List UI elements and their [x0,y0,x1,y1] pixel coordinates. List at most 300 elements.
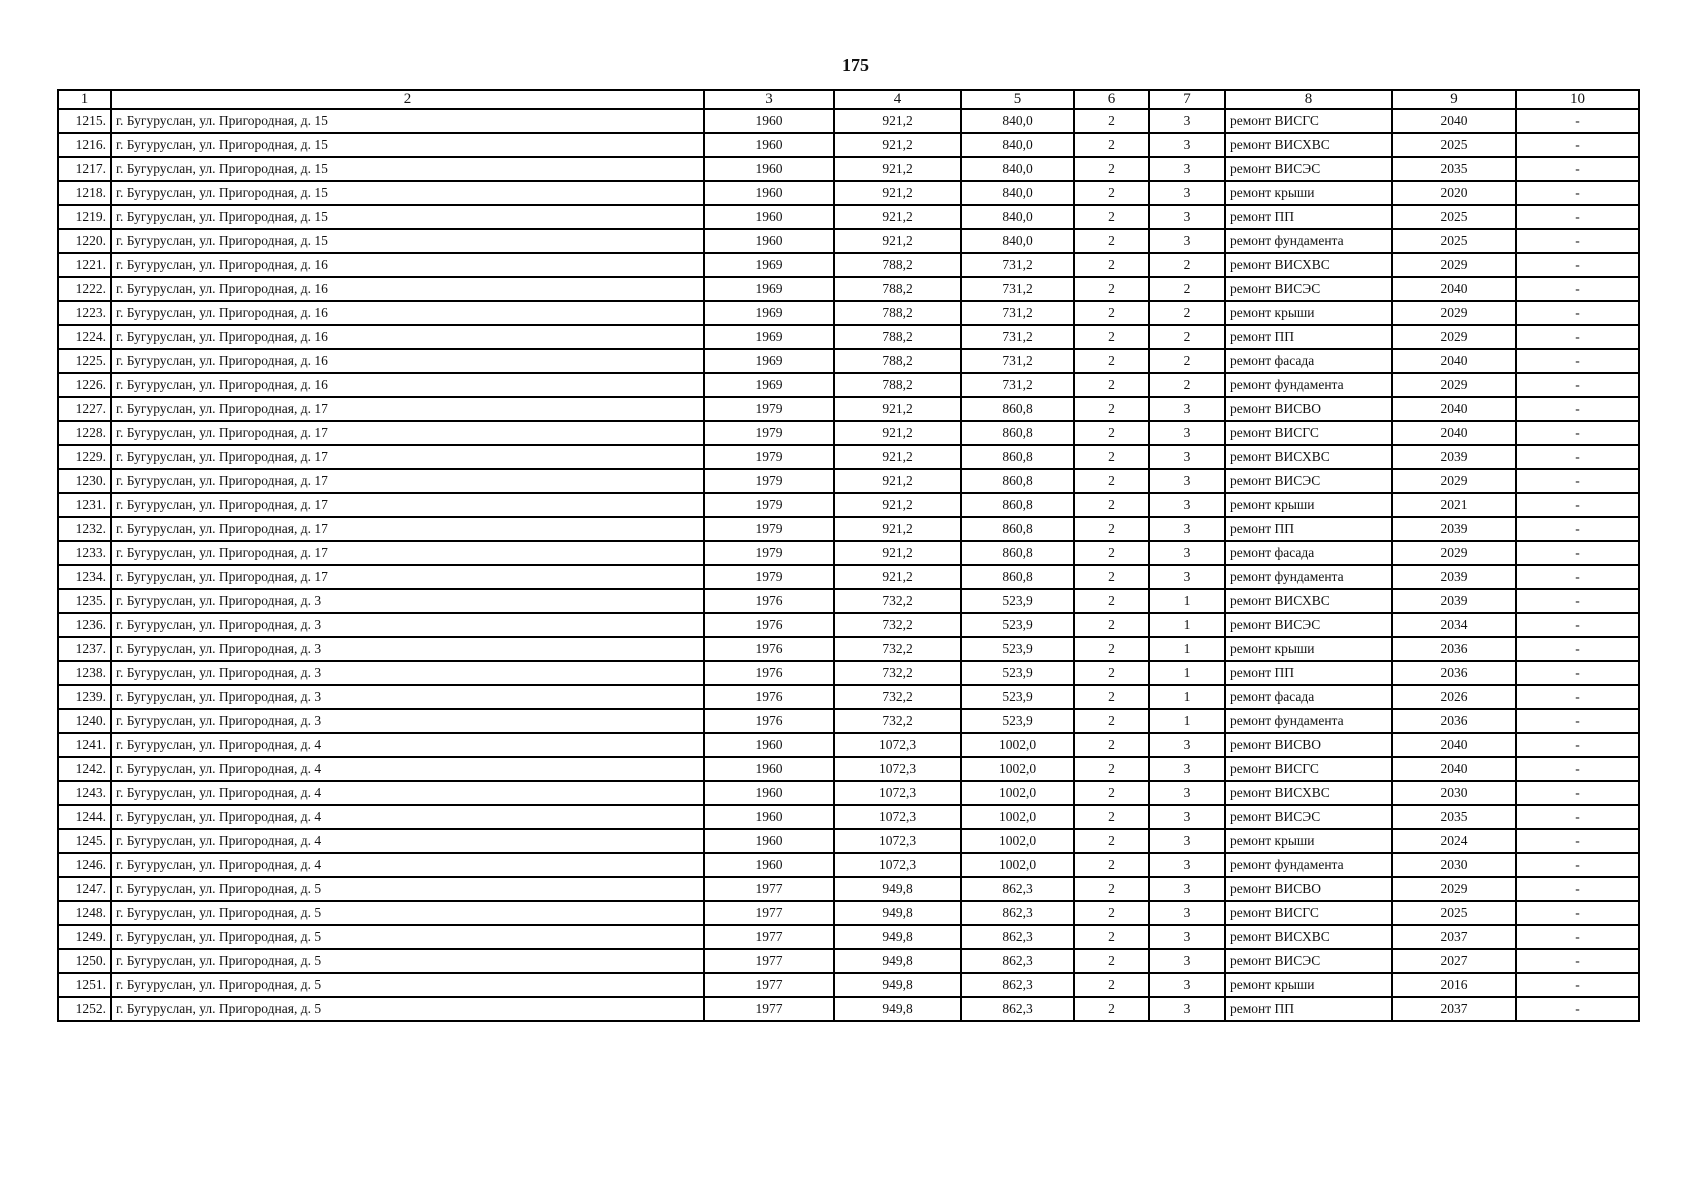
note-cell: - [1516,589,1639,613]
work-type-cell: ремонт ПП [1225,205,1392,229]
total-area-cell: 921,2 [834,565,961,589]
planned-year-cell: 2040 [1392,349,1516,373]
work-type-cell: ремонт ПП [1225,517,1392,541]
row-number-cell: 1222. [58,277,111,301]
total-area-cell: 788,2 [834,277,961,301]
row-number-cell: 1240. [58,709,111,733]
address-cell: г. Бугуруслан, ул. Пригородная, д. 15 [111,229,704,253]
residential-area-cell: 840,0 [961,205,1074,229]
column-header-3: 3 [704,90,834,109]
column-header-9: 9 [1392,90,1516,109]
column-header-2: 2 [111,90,704,109]
entrances-cell: 2 [1149,349,1225,373]
row-number-cell: 1231. [58,493,111,517]
total-area-cell: 1072,3 [834,853,961,877]
floors-cell: 2 [1074,661,1149,685]
work-type-cell: ремонт фундамента [1225,709,1392,733]
residential-area-cell: 1002,0 [961,829,1074,853]
table-row [58,277,1639,301]
work-type-cell: ремонт ВИСХВС [1225,253,1392,277]
work-type-cell: ремонт ВИСГС [1225,901,1392,925]
residential-area-cell: 731,2 [961,253,1074,277]
table-row [58,757,1639,781]
entrances-cell: 3 [1149,421,1225,445]
floors-cell: 2 [1074,133,1149,157]
note-cell: - [1516,781,1639,805]
floors-cell: 2 [1074,805,1149,829]
floors-cell: 2 [1074,709,1149,733]
note-cell: - [1516,301,1639,325]
entrances-cell: 3 [1149,133,1225,157]
year-cell: 1976 [704,613,834,637]
planned-year-cell: 2039 [1392,517,1516,541]
note-cell: - [1516,397,1639,421]
year-cell: 1979 [704,541,834,565]
table-row [58,589,1639,613]
work-type-cell: ремонт ВИСХВС [1225,445,1392,469]
entrances-cell: 3 [1149,805,1225,829]
year-cell: 1977 [704,997,834,1021]
table-row [58,949,1639,973]
total-area-cell: 949,8 [834,973,961,997]
note-cell: - [1516,445,1639,469]
page-number: 175 [842,55,869,75]
total-area-cell: 788,2 [834,349,961,373]
row-number-cell: 1226. [58,373,111,397]
year-cell: 1960 [704,157,834,181]
planned-year-cell: 2036 [1392,709,1516,733]
year-cell: 1969 [704,373,834,397]
work-type-cell: ремонт ВИСХВС [1225,589,1392,613]
entrances-cell: 2 [1149,301,1225,325]
total-area-cell: 921,2 [834,229,961,253]
floors-cell: 2 [1074,949,1149,973]
residential-area-cell: 731,2 [961,277,1074,301]
planned-year-cell: 2040 [1392,421,1516,445]
residential-area-cell: 860,8 [961,469,1074,493]
note-cell: - [1516,997,1639,1021]
note-cell: - [1516,565,1639,589]
planned-year-cell: 2029 [1392,541,1516,565]
row-number-cell: 1249. [58,925,111,949]
row-number-cell: 1242. [58,757,111,781]
entrances-cell: 3 [1149,877,1225,901]
floors-cell: 2 [1074,997,1149,1021]
row-number-cell: 1219. [58,205,111,229]
year-cell: 1976 [704,661,834,685]
year-cell: 1960 [704,181,834,205]
year-cell: 1960 [704,205,834,229]
entrances-cell: 3 [1149,541,1225,565]
work-type-cell: ремонт крыши [1225,301,1392,325]
residential-area-cell: 523,9 [961,685,1074,709]
row-number-cell: 1237. [58,637,111,661]
address-cell: г. Бугуруслан, ул. Пригородная, д. 5 [111,997,704,1021]
floors-cell: 2 [1074,109,1149,133]
address-cell: г. Бугуруслан, ул. Пригородная, д. 3 [111,685,704,709]
floors-cell: 2 [1074,253,1149,277]
table-row [58,853,1639,877]
address-cell: г. Бугуруслан, ул. Пригородная, д. 17 [111,445,704,469]
row-number-cell: 1223. [58,301,111,325]
entrances-cell: 3 [1149,565,1225,589]
planned-year-cell: 2021 [1392,493,1516,517]
address-cell: г. Бугуруслан, ул. Пригородная, д. 17 [111,541,704,565]
row-number-cell: 1251. [58,973,111,997]
year-cell: 1979 [704,565,834,589]
planned-year-cell: 2029 [1392,469,1516,493]
floors-cell: 2 [1074,733,1149,757]
table-row [58,877,1639,901]
planned-year-cell: 2040 [1392,109,1516,133]
entrances-cell: 3 [1149,157,1225,181]
work-type-cell: ремонт ВИСГС [1225,421,1392,445]
total-area-cell: 921,2 [834,181,961,205]
year-cell: 1979 [704,493,834,517]
entrances-cell: 3 [1149,109,1225,133]
table-row [58,805,1639,829]
total-area-cell: 921,2 [834,517,961,541]
work-type-cell: ремонт ВИСЭС [1225,949,1392,973]
residential-area-cell: 731,2 [961,301,1074,325]
planned-year-cell: 2029 [1392,877,1516,901]
work-type-cell: ремонт ПП [1225,325,1392,349]
planned-year-cell: 2027 [1392,949,1516,973]
row-number-cell: 1239. [58,685,111,709]
planned-year-cell: 2040 [1392,757,1516,781]
total-area-cell: 1072,3 [834,781,961,805]
year-cell: 1976 [704,709,834,733]
address-cell: г. Бугуруслан, ул. Пригородная, д. 5 [111,901,704,925]
residential-area-cell: 523,9 [961,637,1074,661]
planned-year-cell: 2036 [1392,661,1516,685]
total-area-cell: 788,2 [834,301,961,325]
floors-cell: 2 [1074,469,1149,493]
total-area-cell: 788,2 [834,373,961,397]
floors-cell: 2 [1074,853,1149,877]
work-type-cell: ремонт крыши [1225,637,1392,661]
table-row [58,421,1639,445]
table-row [58,781,1639,805]
address-cell: г. Бугуруслан, ул. Пригородная, д. 16 [111,373,704,397]
entrances-cell: 3 [1149,925,1225,949]
residential-area-cell: 860,8 [961,445,1074,469]
note-cell: - [1516,421,1639,445]
entrances-cell: 3 [1149,973,1225,997]
address-cell: г. Бугуруслан, ул. Пригородная, д. 16 [111,349,704,373]
entrances-cell: 2 [1149,373,1225,397]
floors-cell: 2 [1074,757,1149,781]
table-row [58,685,1639,709]
address-cell: г. Бугуруслан, ул. Пригородная, д. 4 [111,805,704,829]
entrances-cell: 1 [1149,589,1225,613]
year-cell: 1969 [704,325,834,349]
table-row [58,205,1639,229]
table-row [58,973,1639,997]
residential-area-cell: 862,3 [961,997,1074,1021]
year-cell: 1960 [704,805,834,829]
residential-area-cell: 731,2 [961,349,1074,373]
total-area-cell: 921,2 [834,205,961,229]
residential-area-cell: 523,9 [961,709,1074,733]
total-area-cell: 788,2 [834,253,961,277]
address-cell: г. Бугуруслан, ул. Пригородная, д. 4 [111,829,704,853]
residential-area-cell: 523,9 [961,661,1074,685]
entrances-cell: 3 [1149,901,1225,925]
total-area-cell: 921,2 [834,541,961,565]
total-area-cell: 921,2 [834,133,961,157]
year-cell: 1960 [704,733,834,757]
planned-year-cell: 2030 [1392,781,1516,805]
table-row [58,517,1639,541]
repair-schedule-table [57,89,1640,1022]
row-number-cell: 1229. [58,445,111,469]
note-cell: - [1516,253,1639,277]
entrances-cell: 1 [1149,613,1225,637]
entrances-cell: 3 [1149,829,1225,853]
planned-year-cell: 2029 [1392,325,1516,349]
planned-year-cell: 2037 [1392,925,1516,949]
year-cell: 1977 [704,901,834,925]
address-cell: г. Бугуруслан, ул. Пригородная, д. 16 [111,253,704,277]
address-cell: г. Бугуруслан, ул. Пригородная, д. 5 [111,925,704,949]
row-number-cell: 1230. [58,469,111,493]
floors-cell: 2 [1074,541,1149,565]
year-cell: 1969 [704,277,834,301]
entrances-cell: 1 [1149,685,1225,709]
work-type-cell: ремонт ВИСГС [1225,109,1392,133]
entrances-cell: 3 [1149,949,1225,973]
table-row [58,397,1639,421]
row-number-cell: 1246. [58,853,111,877]
floors-cell: 2 [1074,685,1149,709]
note-cell: - [1516,469,1639,493]
residential-area-cell: 1002,0 [961,757,1074,781]
work-type-cell: ремонт ВИСВО [1225,397,1392,421]
total-area-cell: 949,8 [834,901,961,925]
address-cell: г. Бугуруслан, ул. Пригородная, д. 4 [111,853,704,877]
residential-area-cell: 731,2 [961,325,1074,349]
residential-area-cell: 860,8 [961,541,1074,565]
residential-area-cell: 860,8 [961,397,1074,421]
table-row [58,661,1639,685]
table-row [58,181,1639,205]
work-type-cell: ремонт ВИСХВС [1225,781,1392,805]
floors-cell: 2 [1074,637,1149,661]
residential-area-cell: 1002,0 [961,733,1074,757]
table-row [58,901,1639,925]
year-cell: 1977 [704,973,834,997]
residential-area-cell: 862,3 [961,877,1074,901]
total-area-cell: 921,2 [834,445,961,469]
year-cell: 1960 [704,829,834,853]
note-cell: - [1516,349,1639,373]
planned-year-cell: 2040 [1392,277,1516,301]
note-cell: - [1516,757,1639,781]
column-header-5: 5 [961,90,1074,109]
note-cell: - [1516,109,1639,133]
year-cell: 1979 [704,397,834,421]
note-cell: - [1516,133,1639,157]
work-type-cell: ремонт ВИСЭС [1225,469,1392,493]
planned-year-cell: 2020 [1392,181,1516,205]
entrances-cell: 3 [1149,181,1225,205]
total-area-cell: 732,2 [834,589,961,613]
planned-year-cell: 2036 [1392,637,1516,661]
entrances-cell: 3 [1149,229,1225,253]
work-type-cell: ремонт ВИСЭС [1225,613,1392,637]
residential-area-cell: 840,0 [961,229,1074,253]
table-row [58,613,1639,637]
year-cell: 1960 [704,229,834,253]
entrances-cell: 3 [1149,517,1225,541]
note-cell: - [1516,661,1639,685]
floors-cell: 2 [1074,421,1149,445]
year-cell: 1979 [704,517,834,541]
floors-cell: 2 [1074,205,1149,229]
table-row [58,493,1639,517]
floors-cell: 2 [1074,373,1149,397]
note-cell: - [1516,709,1639,733]
address-cell: г. Бугуруслан, ул. Пригородная, д. 3 [111,589,704,613]
year-cell: 1960 [704,133,834,157]
entrances-cell: 3 [1149,757,1225,781]
residential-area-cell: 1002,0 [961,781,1074,805]
row-number-cell: 1221. [58,253,111,277]
row-number-cell: 1238. [58,661,111,685]
note-cell: - [1516,157,1639,181]
table-row [58,925,1639,949]
address-cell: г. Бугуруслан, ул. Пригородная, д. 15 [111,133,704,157]
year-cell: 1979 [704,445,834,469]
column-header-10: 10 [1516,90,1639,109]
planned-year-cell: 2025 [1392,901,1516,925]
total-area-cell: 921,2 [834,397,961,421]
residential-area-cell: 523,9 [961,613,1074,637]
column-header-8: 8 [1225,90,1392,109]
work-type-cell: ремонт крыши [1225,973,1392,997]
row-number-cell: 1245. [58,829,111,853]
year-cell: 1969 [704,349,834,373]
address-cell: г. Бугуруслан, ул. Пригородная, д. 15 [111,157,704,181]
residential-area-cell: 840,0 [961,109,1074,133]
row-number-cell: 1235. [58,589,111,613]
table-body [58,109,1639,1021]
residential-area-cell: 840,0 [961,157,1074,181]
table-row [58,541,1639,565]
total-area-cell: 921,2 [834,493,961,517]
planned-year-cell: 2030 [1392,853,1516,877]
table-row [58,349,1639,373]
work-type-cell: ремонт крыши [1225,493,1392,517]
work-type-cell: ремонт фундамента [1225,565,1392,589]
planned-year-cell: 2025 [1392,133,1516,157]
table-row [58,733,1639,757]
residential-area-cell: 840,0 [961,181,1074,205]
year-cell: 1976 [704,637,834,661]
residential-area-cell: 862,3 [961,973,1074,997]
address-cell: г. Бугуруслан, ул. Пригородная, д. 17 [111,397,704,421]
total-area-cell: 732,2 [834,685,961,709]
residential-area-cell: 860,8 [961,493,1074,517]
planned-year-cell: 2025 [1392,205,1516,229]
row-number-cell: 1247. [58,877,111,901]
note-cell: - [1516,685,1639,709]
row-number-cell: 1234. [58,565,111,589]
work-type-cell: ремонт ПП [1225,997,1392,1021]
address-cell: г. Бугуруслан, ул. Пригородная, д. 3 [111,661,704,685]
floors-cell: 2 [1074,325,1149,349]
column-header-4: 4 [834,90,961,109]
planned-year-cell: 2039 [1392,589,1516,613]
table-header-row [58,90,1639,109]
floors-cell: 2 [1074,565,1149,589]
year-cell: 1960 [704,757,834,781]
work-type-cell: ремонт ВИСГС [1225,757,1392,781]
row-number-cell: 1244. [58,805,111,829]
entrances-cell: 3 [1149,493,1225,517]
year-cell: 1976 [704,589,834,613]
table-row [58,253,1639,277]
total-area-cell: 1072,3 [834,805,961,829]
table-row [58,157,1639,181]
row-number-cell: 1215. [58,109,111,133]
row-number-cell: 1248. [58,901,111,925]
table-row [58,637,1639,661]
note-cell: - [1516,517,1639,541]
total-area-cell: 949,8 [834,877,961,901]
work-type-cell: ремонт фундамента [1225,229,1392,253]
planned-year-cell: 2029 [1392,253,1516,277]
floors-cell: 2 [1074,781,1149,805]
floors-cell: 2 [1074,181,1149,205]
note-cell: - [1516,373,1639,397]
address-cell: г. Бугуруслан, ул. Пригородная, д. 5 [111,877,704,901]
note-cell: - [1516,925,1639,949]
note-cell: - [1516,973,1639,997]
planned-year-cell: 2035 [1392,157,1516,181]
planned-year-cell: 2039 [1392,445,1516,469]
residential-area-cell: 860,8 [961,421,1074,445]
floors-cell: 2 [1074,973,1149,997]
column-header-6: 6 [1074,90,1149,109]
floors-cell: 2 [1074,157,1149,181]
address-cell: г. Бугуруслан, ул. Пригородная, д. 16 [111,325,704,349]
entrances-cell: 1 [1149,709,1225,733]
planned-year-cell: 2035 [1392,805,1516,829]
note-cell: - [1516,637,1639,661]
work-type-cell: ремонт ВИСВО [1225,877,1392,901]
address-cell: г. Бугуруслан, ул. Пригородная, д. 5 [111,949,704,973]
work-type-cell: ремонт фасада [1225,541,1392,565]
note-cell: - [1516,805,1639,829]
year-cell: 1979 [704,469,834,493]
entrances-cell: 3 [1149,397,1225,421]
residential-area-cell: 862,3 [961,949,1074,973]
planned-year-cell: 2034 [1392,613,1516,637]
total-area-cell: 921,2 [834,109,961,133]
note-cell: - [1516,901,1639,925]
row-number-cell: 1233. [58,541,111,565]
total-area-cell: 921,2 [834,421,961,445]
residential-area-cell: 1002,0 [961,805,1074,829]
floors-cell: 2 [1074,877,1149,901]
entrances-cell: 3 [1149,853,1225,877]
entrances-cell: 3 [1149,205,1225,229]
table-row [58,133,1639,157]
address-cell: г. Бугуруслан, ул. Пригородная, д. 3 [111,637,704,661]
entrances-cell: 3 [1149,469,1225,493]
